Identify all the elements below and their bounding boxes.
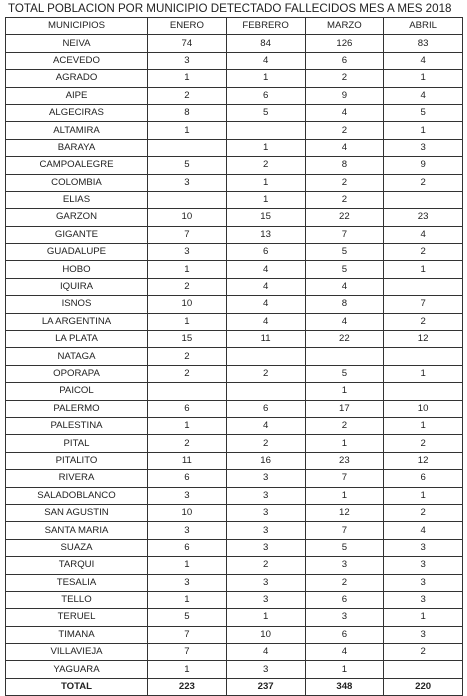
table-row [6, 139, 463, 156]
cell-marzo: 4 [305, 139, 384, 156]
cell-abril: 2 [384, 244, 463, 261]
cell-municipio: ALGECIRAS [6, 104, 148, 121]
cell-febrero: 2 [226, 557, 305, 574]
cell-marzo: 7 [305, 522, 384, 539]
mortality-table [5, 17, 463, 696]
cell-abril [384, 383, 463, 400]
cell-abril: 23 [384, 209, 463, 226]
table-row [6, 522, 463, 539]
cell-abril: 5 [384, 104, 463, 121]
header-municipios: MUNICIPIOS [6, 18, 148, 35]
cell-marzo: 5 [305, 539, 384, 556]
cell-marzo: 4 [305, 313, 384, 330]
cell-municipio: RIVERA [6, 470, 148, 487]
header-abril: ABRIL [384, 18, 463, 35]
cell-enero: 10 [148, 504, 227, 521]
cell-enero: 6 [148, 470, 227, 487]
table-row [6, 644, 463, 661]
cell-enero: 1 [148, 591, 227, 608]
cell-enero: 5 [148, 609, 227, 626]
header-marzo: MARZO [305, 18, 384, 35]
header-row [6, 18, 463, 35]
cell-municipio: TERUEL [6, 609, 148, 626]
cell-febrero: 13 [226, 226, 305, 243]
table-row [6, 365, 463, 382]
cell-municipio: COLOMBIA [6, 174, 148, 191]
table-row [6, 400, 463, 417]
cell-enero: 2 [148, 278, 227, 295]
cell-municipio: TESALIA [6, 574, 148, 591]
cell-febrero: 2 [226, 435, 305, 452]
cell-febrero: 6 [226, 244, 305, 261]
table-row [6, 574, 463, 591]
cell-enero [148, 383, 227, 400]
cell-febrero: 1 [226, 191, 305, 208]
cell-febrero: 84 [226, 35, 305, 52]
cell-marzo: 7 [305, 470, 384, 487]
cell-municipio: AGRADO [6, 70, 148, 87]
total-enero: 223 [148, 678, 227, 695]
table-row [6, 261, 463, 278]
table-row [6, 661, 463, 678]
cell-marzo: 5 [305, 244, 384, 261]
cell-febrero: 1 [226, 174, 305, 191]
cell-febrero: 4 [226, 644, 305, 661]
table-row [6, 157, 463, 174]
cell-abril: 3 [384, 557, 463, 574]
cell-enero [148, 139, 227, 156]
cell-marzo: 3 [305, 609, 384, 626]
total-febrero: 237 [226, 678, 305, 695]
cell-municipio: PAICOL [6, 383, 148, 400]
cell-municipio: TELLO [6, 591, 148, 608]
cell-enero: 3 [148, 487, 227, 504]
cell-enero: 10 [148, 296, 227, 313]
cell-enero: 1 [148, 417, 227, 434]
cell-marzo: 2 [305, 70, 384, 87]
cell-febrero: 2 [226, 157, 305, 174]
table-row [6, 174, 463, 191]
cell-febrero [226, 383, 305, 400]
cell-municipio: TARQUI [6, 557, 148, 574]
cell-febrero: 15 [226, 209, 305, 226]
cell-abril: 1 [384, 417, 463, 434]
cell-enero: 2 [148, 348, 227, 365]
table-row [6, 313, 463, 330]
cell-febrero: 3 [226, 487, 305, 504]
total-row [6, 678, 463, 695]
cell-enero: 11 [148, 452, 227, 469]
total-marzo: 348 [305, 678, 384, 695]
cell-febrero: 3 [226, 661, 305, 678]
cell-febrero: 4 [226, 296, 305, 313]
cell-abril: 3 [384, 626, 463, 643]
table-row [6, 209, 463, 226]
cell-enero: 2 [148, 87, 227, 104]
cell-abril: 1 [384, 487, 463, 504]
table-row [6, 609, 463, 626]
table-row [6, 331, 463, 348]
table-row [6, 52, 463, 69]
cell-municipio: GIGANTE [6, 226, 148, 243]
cell-abril [384, 278, 463, 295]
cell-abril: 4 [384, 522, 463, 539]
cell-municipio: SUAZA [6, 539, 148, 556]
cell-abril: 7 [384, 296, 463, 313]
cell-municipio: ACEVEDO [6, 52, 148, 69]
table-row [6, 70, 463, 87]
cell-marzo [305, 348, 384, 365]
table-body [6, 35, 463, 678]
cell-marzo: 8 [305, 157, 384, 174]
cell-municipio: ALTAMIRA [6, 122, 148, 139]
table-row [6, 487, 463, 504]
cell-abril: 3 [384, 574, 463, 591]
cell-abril: 4 [384, 226, 463, 243]
cell-enero: 1 [148, 261, 227, 278]
cell-enero: 2 [148, 435, 227, 452]
cell-enero: 10 [148, 209, 227, 226]
cell-municipio: SANTA MARIA [6, 522, 148, 539]
cell-abril: 83 [384, 35, 463, 52]
cell-marzo: 5 [305, 261, 384, 278]
cell-abril: 1 [384, 365, 463, 382]
cell-municipio: OPORAPA [6, 365, 148, 382]
cell-municipio: NATAGA [6, 348, 148, 365]
total-abril: 220 [384, 678, 463, 695]
cell-marzo: 6 [305, 591, 384, 608]
cell-abril: 3 [384, 539, 463, 556]
cell-abril: 1 [384, 122, 463, 139]
header-febrero: FEBRERO [226, 18, 305, 35]
cell-municipio: SALADOBLANCO [6, 487, 148, 504]
table-row [6, 296, 463, 313]
cell-marzo: 17 [305, 400, 384, 417]
cell-enero: 3 [148, 244, 227, 261]
document-title: TOTAL POBLACION POR MUNICIPIO DETECTADO FALLECIDOS MES A MES 2018 [8, 2, 452, 15]
cell-municipio: GUADALUPE [6, 244, 148, 261]
cell-municipio: PALERMO [6, 400, 148, 417]
cell-abril: 6 [384, 470, 463, 487]
cell-abril: 2 [384, 435, 463, 452]
cell-marzo: 12 [305, 504, 384, 521]
cell-marzo: 6 [305, 626, 384, 643]
header-enero: ENERO [148, 18, 227, 35]
cell-febrero: 4 [226, 313, 305, 330]
cell-abril: 1 [384, 261, 463, 278]
cell-municipio: SAN AGUSTIN [6, 504, 148, 521]
total-label: TOTAL [6, 678, 148, 695]
cell-enero: 1 [148, 70, 227, 87]
table-row [6, 626, 463, 643]
cell-marzo: 2 [305, 174, 384, 191]
cell-marzo: 3 [305, 557, 384, 574]
cell-marzo: 6 [305, 52, 384, 69]
cell-enero: 7 [148, 226, 227, 243]
cell-marzo: 4 [305, 278, 384, 295]
cell-febrero: 4 [226, 278, 305, 295]
table-row [6, 539, 463, 556]
cell-enero: 2 [148, 365, 227, 382]
cell-municipio: YAGUARA [6, 661, 148, 678]
cell-marzo: 22 [305, 209, 384, 226]
cell-febrero: 10 [226, 626, 305, 643]
cell-febrero: 5 [226, 104, 305, 121]
cell-abril [384, 348, 463, 365]
cell-febrero: 1 [226, 139, 305, 156]
cell-enero: 3 [148, 522, 227, 539]
cell-febrero: 3 [226, 504, 305, 521]
cell-febrero: 3 [226, 574, 305, 591]
cell-marzo: 2 [305, 417, 384, 434]
cell-abril [384, 661, 463, 678]
cell-abril: 1 [384, 609, 463, 626]
cell-enero: 74 [148, 35, 227, 52]
cell-municipio: HOBO [6, 261, 148, 278]
cell-febrero: 1 [226, 70, 305, 87]
cell-abril: 9 [384, 157, 463, 174]
cell-febrero: 11 [226, 331, 305, 348]
cell-febrero: 6 [226, 400, 305, 417]
cell-municipio: TIMANA [6, 626, 148, 643]
cell-enero: 1 [148, 557, 227, 574]
cell-municipio: BARAYA [6, 139, 148, 156]
cell-febrero [226, 122, 305, 139]
cell-febrero: 4 [226, 52, 305, 69]
cell-abril: 1 [384, 70, 463, 87]
cell-enero: 6 [148, 539, 227, 556]
cell-marzo: 1 [305, 383, 384, 400]
table-row [6, 348, 463, 365]
cell-febrero: 6 [226, 87, 305, 104]
table-row [6, 122, 463, 139]
cell-marzo: 2 [305, 574, 384, 591]
table-row [6, 244, 463, 261]
cell-marzo: 1 [305, 435, 384, 452]
cell-enero: 3 [148, 174, 227, 191]
cell-municipio: IQUIRA [6, 278, 148, 295]
cell-enero: 8 [148, 104, 227, 121]
cell-abril: 12 [384, 331, 463, 348]
cell-municipio: GARZON [6, 209, 148, 226]
cell-enero: 1 [148, 122, 227, 139]
table-row [6, 452, 463, 469]
cell-abril: 10 [384, 400, 463, 417]
cell-municipio: ISNOS [6, 296, 148, 313]
cell-enero: 5 [148, 157, 227, 174]
table-row [6, 278, 463, 295]
cell-municipio: PALESTINA [6, 417, 148, 434]
cell-febrero: 4 [226, 261, 305, 278]
cell-febrero: 1 [226, 609, 305, 626]
table-row [6, 226, 463, 243]
table-row [6, 417, 463, 434]
cell-abril: 12 [384, 452, 463, 469]
cell-municipio: NEIVA [6, 35, 148, 52]
cell-marzo: 2 [305, 122, 384, 139]
cell-febrero: 16 [226, 452, 305, 469]
cell-municipio: LA PLATA [6, 331, 148, 348]
table-row [6, 383, 463, 400]
cell-abril: 2 [384, 174, 463, 191]
cell-abril: 3 [384, 591, 463, 608]
cell-abril: 3 [384, 139, 463, 156]
cell-municipio: PITAL [6, 435, 148, 452]
cell-abril: 2 [384, 313, 463, 330]
table-row [6, 591, 463, 608]
cell-municipio: LA ARGENTINA [6, 313, 148, 330]
table-row [6, 104, 463, 121]
cell-municipio: AIPE [6, 87, 148, 104]
cell-enero: 7 [148, 644, 227, 661]
cell-municipio: VILLAVIEJA [6, 644, 148, 661]
cell-marzo: 23 [305, 452, 384, 469]
cell-febrero: 4 [226, 417, 305, 434]
cell-febrero [226, 348, 305, 365]
cell-febrero: 3 [226, 470, 305, 487]
cell-enero: 1 [148, 313, 227, 330]
table-row [6, 191, 463, 208]
cell-marzo: 4 [305, 104, 384, 121]
cell-municipio: CAMPOALEGRE [6, 157, 148, 174]
cell-febrero: 3 [226, 539, 305, 556]
cell-abril: 2 [384, 644, 463, 661]
table-row [6, 435, 463, 452]
cell-marzo: 8 [305, 296, 384, 313]
cell-marzo: 22 [305, 331, 384, 348]
table-row [6, 470, 463, 487]
cell-marzo: 126 [305, 35, 384, 52]
cell-marzo: 4 [305, 644, 384, 661]
cell-enero: 7 [148, 626, 227, 643]
cell-marzo: 1 [305, 661, 384, 678]
cell-enero [148, 191, 227, 208]
cell-enero: 6 [148, 400, 227, 417]
cell-enero: 3 [148, 52, 227, 69]
cell-enero: 1 [148, 661, 227, 678]
cell-marzo: 7 [305, 226, 384, 243]
cell-marzo: 1 [305, 487, 384, 504]
cell-abril: 4 [384, 52, 463, 69]
cell-abril: 4 [384, 87, 463, 104]
cell-municipio: ELIAS [6, 191, 148, 208]
cell-febrero: 2 [226, 365, 305, 382]
cell-marzo: 5 [305, 365, 384, 382]
cell-enero: 3 [148, 574, 227, 591]
cell-municipio: PITALITO [6, 452, 148, 469]
table-row [6, 557, 463, 574]
cell-abril: 2 [384, 504, 463, 521]
cell-febrero: 3 [226, 522, 305, 539]
table-row [6, 35, 463, 52]
cell-febrero: 3 [226, 591, 305, 608]
table-row [6, 87, 463, 104]
cell-abril [384, 191, 463, 208]
cell-enero: 15 [148, 331, 227, 348]
table-row [6, 504, 463, 521]
cell-marzo: 9 [305, 87, 384, 104]
cell-marzo: 2 [305, 191, 384, 208]
